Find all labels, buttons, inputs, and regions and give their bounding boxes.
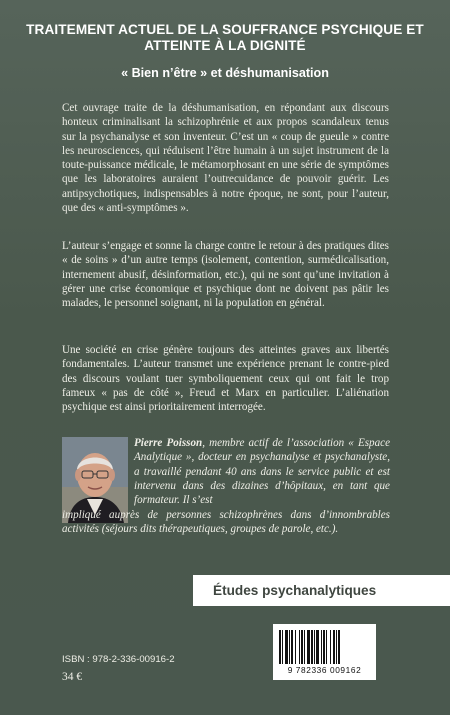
barcode-stripe <box>282 630 283 664</box>
isbn-text: ISBN : 978-2-336-00916-2 <box>62 654 175 665</box>
barcode-stripe <box>279 630 281 664</box>
barcode-stripe <box>301 630 303 664</box>
price-text: 34 € <box>62 671 83 683</box>
barcode-stripe <box>307 630 310 664</box>
barcode-stripe <box>285 630 288 664</box>
barcode-stripe <box>326 630 327 664</box>
barcode-stripe <box>338 630 340 664</box>
barcode-stripe <box>333 630 335 664</box>
author-bio-text: , membre actif de l’association « Espace Analytique », docteur en psychanalyse et psychanalyste, a travaillé pendant 40 ans dans le service public et est intervenu dans des dizaines d’hôpitaux, en tant que formateur. Il s’est <box>134 437 390 507</box>
author-bio <box>134 436 390 507</box>
blurb-paragraph-2: L’auteur s’engage et sonne la charge contre le retour à des pratiques dites « de soins » d’un autre temps (isolement, contention, surmédicalisation, internement abusif, désinformation, etc.), qui ne sont qu’une invitation à gérer une crise économique et psychique dont ne doivent pas pâtir les malades, le personnel soignant, ni la population en général. <box>62 240 389 310</box>
barcode-stripe <box>304 630 305 664</box>
collection-label: Études psychanalytiques <box>193 575 450 606</box>
barcode-stripe <box>336 630 337 664</box>
author-bio-continued: impliqué auprès de personnes schizophrènes dans d’innombrables activités (séjours dits thérapeutiques, groupes de parole, etc.). <box>62 509 390 536</box>
barcode-stripe <box>311 630 313 664</box>
barcode-stripe <box>299 630 300 664</box>
barcode-stripe <box>330 630 331 664</box>
barcode-stripe <box>295 630 296 664</box>
book-subtitle: « Bien n’être » et déshumanisation <box>121 66 329 80</box>
barcode-stripe <box>291 630 293 664</box>
barcode-stripe <box>321 630 322 664</box>
barcode <box>273 624 376 680</box>
book-title: TRAITEMENT ACTUEL DE LA SOUFFRANCE PSYCHIQUE ET ATTEINTE À LA DIGNITÉ <box>26 22 424 53</box>
author-name: Pierre Poisson <box>134 437 203 449</box>
barcode-bars <box>278 630 371 664</box>
barcode-stripe <box>289 630 290 664</box>
barcode-stripe <box>316 630 319 664</box>
blurb-paragraph-1: Cet ouvrage traite de la déshumanisation, en répondant aux discours honteux criminalisant la schizophrénie et aux propos scandaleux tenus sur la psychanalyse et son inventeur. C’est un « coup de gueule » contre les neurosciences, qui réduisent l’être humain à un sujet instrument de la toute-puissance médicale, le métamorphosant en une série de symptômes que les laboratoires auraient l’outrecuidance de pouvoir guérir. Les antipsychotiques, indispensables à notre époque, ne sont, pour l’auteur, que des « anti-symptômes ». <box>62 102 389 215</box>
blurb-paragraph-3: Une société en crise génère toujours des atteintes graves aux libertés fondamentales. L’auteur transmet une expérience prenant le contre-pied des discours voulant tuer symboliquement ceux qui ont fait le trop fameux « pas de côté », Freud et Marx en particulier. L’aliénation psychique est ainsi prioritairement interrogée. <box>62 344 389 414</box>
barcode-stripe <box>323 630 325 664</box>
barcode-stripe <box>314 630 315 664</box>
barcode-number: 9 782336 009162 <box>287 665 362 675</box>
